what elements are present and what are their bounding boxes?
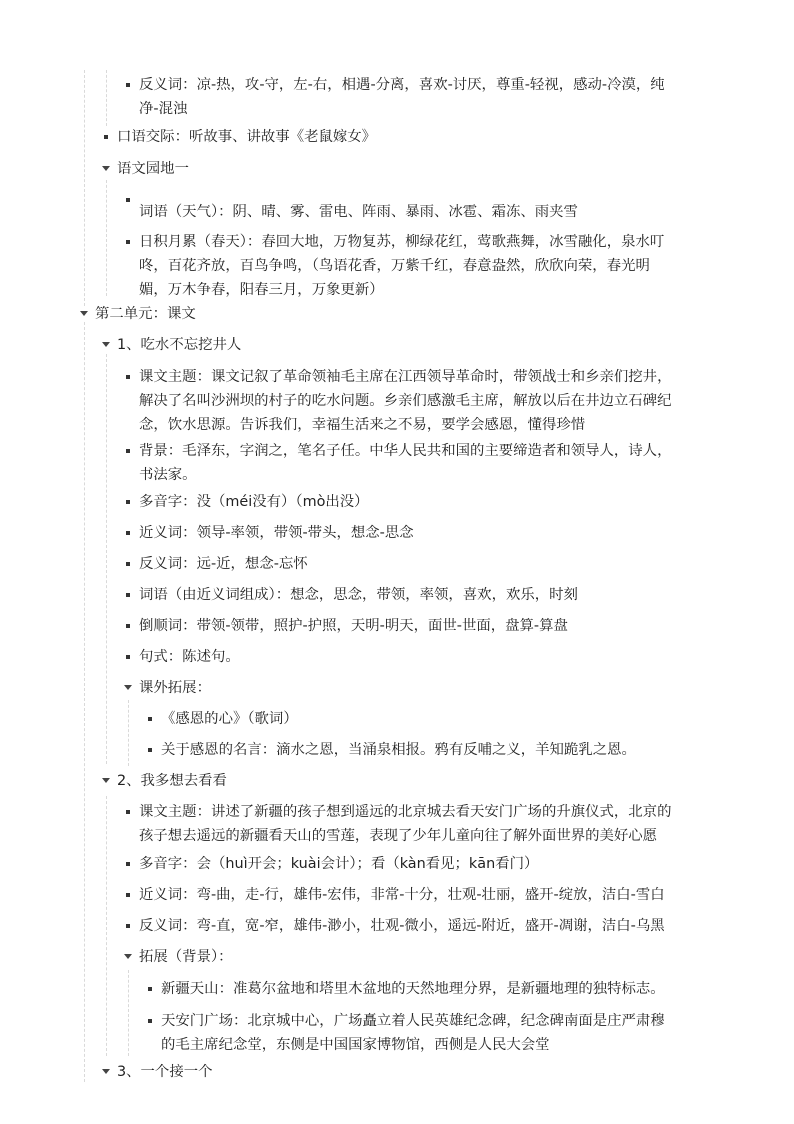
item-text: 反义词：远-近，想念-忘怀	[139, 556, 308, 572]
bullet-icon	[146, 707, 156, 731]
outline-guide-line	[106, 180, 107, 296]
item-text: 反义词：弯-直，宽-窄，雄伟-渺小，壮观-微小，遥远-附近，盛开-凋谢，洁白-乌黑	[139, 918, 665, 934]
bullet-icon	[124, 552, 134, 576]
outline-item[interactable]	[161, 738, 636, 762]
item-text: 《感恩的心》（歌词）	[161, 711, 298, 727]
outline-item[interactable]	[139, 645, 240, 669]
item-text: 口语交际：听故事、讲故事《老鼠嫁女》	[117, 129, 377, 145]
item-text: 日积月累（春天）：春回大地，万物复苏，柳绿花红，莺歌燕舞，冰雪融化，泉水叮	[139, 234, 665, 250]
outline-item[interactable]	[139, 614, 568, 638]
bullet-icon	[102, 125, 112, 149]
item-text: 句式：陈述句。	[139, 649, 240, 665]
bullet-icon	[124, 914, 134, 938]
outline-guide-line	[84, 322, 85, 1082]
bullet-icon	[146, 1009, 156, 1033]
bullet-icon	[124, 439, 134, 463]
item-text: 多音字：会（huì开会；kuài会计）；看（kàn看见；kān看门）	[139, 856, 539, 872]
item-text: 词语（由近义词组成）：想念，思念，带领，率领，喜欢，欢乐，时刻	[139, 587, 578, 603]
outline-item[interactable]	[139, 852, 538, 876]
item-text-continuation: 书法家。	[139, 467, 197, 483]
collapse-caret-icon[interactable]	[80, 302, 90, 326]
item-text: 近义词：领导-率领，带领-带头，想念-思念	[139, 525, 414, 541]
outline-guide-line	[84, 70, 85, 306]
outline-item[interactable]	[139, 73, 665, 97]
item-text: 词语（天气）：阴、晴、雾、雷电、阵雨、暴雨、冰雹、霜冻、雨夹雪	[139, 204, 578, 220]
collapse-caret-icon[interactable]	[124, 945, 134, 969]
bullet-icon	[124, 800, 134, 824]
item-text-continuation: 的毛主席纪念堂，东侧是中国国家博物馆，西侧是人民大会堂	[161, 1037, 550, 1053]
item-text: 近义词：弯-曲，走-行，雄伟-宏伟，非常-十分，壮观-壮丽，盛开-绽放，洁白-雪白	[139, 887, 665, 903]
outline-guide-line	[106, 796, 107, 1056]
outline-item[interactable]	[161, 977, 665, 1001]
outline-section-extension[interactable]	[139, 945, 233, 969]
item-text: 新疆天山：准葛尔盆地和塔里木盆地的天然地理分界，是新疆地理的独特标志。	[161, 981, 665, 997]
outline-section-lesson3[interactable]	[117, 1060, 213, 1084]
outline-item[interactable]	[139, 439, 671, 463]
bullet-icon	[146, 738, 156, 762]
outline-item[interactable]	[161, 1009, 665, 1033]
bullet-icon	[146, 977, 156, 1001]
item-text: 反义词：凉-热，攻-守，左-右，相遇-分离，喜欢-讨厌，尊重-轻视，感动-冷漠，纯	[139, 77, 665, 93]
outline-guide-line	[128, 700, 129, 766]
bullet-icon	[124, 614, 134, 638]
outline-item[interactable]	[139, 365, 671, 389]
item-text: 课文主题：讲述了新疆的孩子想到遥远的北京城去看天安门广场的升旗仪式，北京的	[139, 804, 672, 820]
outline-item[interactable]	[117, 125, 376, 149]
bullet-icon	[124, 852, 134, 876]
item-text-continuation: 解决了名叫沙洲坝的村子的吃水问题。乡亲们感激毛主席，解放以后在井边立石碑纪	[139, 393, 672, 409]
item-text: 关于感恩的名言：滴水之恩，当涌泉相报。鸦有反哺之义，羊知跪乳之恩。	[161, 742, 636, 758]
item-text-continuation: 媚，万木争春，阳春三月，万象更新）	[139, 282, 384, 298]
item-text: 多音字：没（méi没有）（mò出没）	[139, 494, 369, 510]
item-text-continuation: 念，饮水思源。告诉我们，幸福生活来之不易，要学会感恩，懂得珍惜	[139, 417, 586, 433]
section-title: 3、一个接一个	[117, 1064, 213, 1080]
bullet-icon	[124, 883, 134, 907]
collapse-caret-icon[interactable]	[102, 157, 112, 181]
outline-item[interactable]	[139, 800, 671, 824]
item-text: 天安门广场：北京城中心，广场矗立着人民英雄纪念碑，纪念碑南面是庄严肃穆	[161, 1013, 665, 1029]
bullet-icon	[124, 73, 134, 97]
section-title: 课外拓展：	[139, 680, 211, 696]
outline-item[interactable]	[139, 521, 414, 545]
bullet-icon	[124, 230, 134, 254]
item-text-continuation: 咚，百花齐放，百鸟争鸣，（鸟语花香，万紫千红，春意盎然，欣欣向荣，春光明	[139, 258, 650, 274]
section-title: 拓展（背景）：	[139, 949, 233, 965]
section-title: 第二单元：课文	[95, 306, 196, 322]
section-title: 2、我多想去看看	[117, 773, 227, 789]
collapse-caret-icon[interactable]	[102, 333, 112, 357]
outline-item[interactable]	[139, 230, 664, 254]
item-text: 倒顺词：带领-领带，照护-护照，天明-明天，面世-世面，盘算-算盘	[139, 618, 568, 634]
outline-section-extension[interactable]	[139, 676, 211, 700]
bullet-icon	[124, 490, 134, 514]
item-text: 课文主题：课文记叙了革命领袖毛主席在江西领导革命时，带领战士和乡亲们挖井，	[139, 369, 672, 385]
outline-item[interactable]	[161, 707, 298, 731]
bullet-icon	[124, 521, 134, 545]
outline-section-lesson1[interactable]	[117, 333, 241, 357]
bullet-icon	[124, 188, 134, 212]
item-text-continuation: 净-混浊	[139, 101, 188, 117]
outline-item[interactable]	[139, 583, 578, 607]
outline-section-unit2[interactable]	[95, 302, 196, 326]
bullet-icon	[124, 645, 134, 669]
outline-guide-line	[106, 354, 107, 764]
outline-item[interactable]	[139, 883, 665, 907]
outline-guide-line	[106, 70, 107, 126]
outline-item[interactable]	[139, 552, 308, 576]
collapse-caret-icon[interactable]	[102, 769, 112, 793]
collapse-caret-icon[interactable]	[124, 676, 134, 700]
bullet-icon	[124, 365, 134, 389]
collapse-caret-icon[interactable]	[102, 1060, 112, 1084]
section-title: 语文园地一	[117, 161, 189, 177]
outline-item[interactable]	[139, 490, 369, 514]
section-title: 1、吃水不忘挖井人	[117, 337, 242, 353]
outline-section-lesson2[interactable]	[117, 769, 227, 793]
outline-guide-line	[128, 970, 129, 1056]
outline-item[interactable]	[139, 914, 665, 938]
item-text-continuation: 孩子想去遥远的新疆看天山的雪莲，表现了少年儿童向往了解外面世界的美好心愿	[139, 828, 658, 844]
item-text: 背景：毛泽东，字润之，笔名子任。中华人民共和国的主要缔造者和领导人，诗人，	[139, 443, 672, 459]
bullet-icon	[124, 583, 134, 607]
outline-section-garden[interactable]	[117, 157, 189, 181]
